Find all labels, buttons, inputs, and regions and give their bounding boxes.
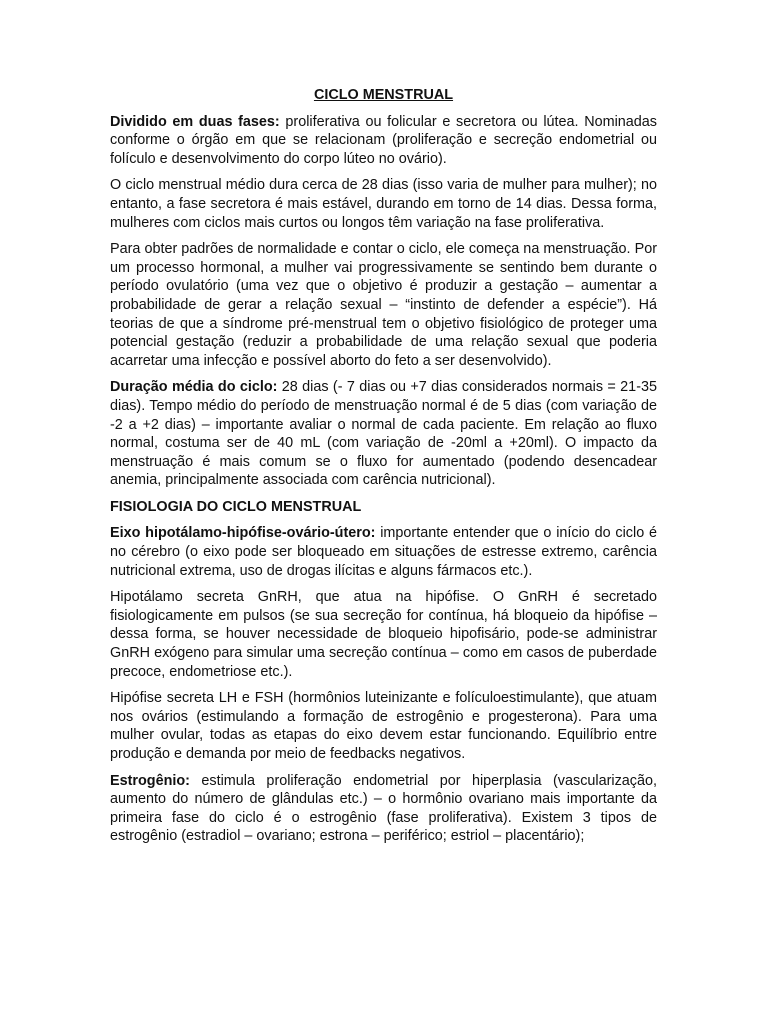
paragraph-duracao-ciclo <box>110 176 657 232</box>
paragraph-lead: Dividido em duas fases: <box>110 113 280 130</box>
document-page <box>110 86 657 854</box>
paragraph-eixo <box>110 524 657 580</box>
paragraph-text: importante entender que o início do ciclo é no cérebro (o eixo pode ser bloqueado em situações de estresse extremo, carência nutricional extrema, uso de drogas ilícitas e alguns fármacos etc.). <box>110 525 657 579</box>
document-title: CICLO MENSTRUAL <box>313 87 454 103</box>
paragraph-normalidade <box>110 240 657 370</box>
paragraph-hipofise <box>110 689 657 763</box>
paragraph-fases <box>110 113 657 169</box>
paragraph-lead: Duração média do ciclo: <box>110 379 278 396</box>
paragraph-text: O ciclo menstrual médio dura cerca de 28 dias (isso varia de mulher para mulher); no entanto, a fase secretora é mais estável, durando em torno de 14 dias. Dessa forma, mulheres com ciclos mais curtos ou longos têm variação na fase proliferativa. <box>110 177 657 231</box>
paragraph-text: estimula proliferação endometrial por hiperplasia (vascularização, aumento do número de glândulas etc.) – o hormônio ovariano mais importante da primeira fase do ciclo é o estrogênio (fase proliferativa). Existem 3 tipos de estrogênio (estradiol – ovariano; estrona – periférico; estriol – placentário); <box>110 772 657 845</box>
paragraph-text: Hipotálamo secreta GnRH, que atua na hipófise. O GnRH é secretado fisiologicamente em pulsos (se sua secreção for contínua, há bloqueio da hipófise – dessa forma, se houver necessidade de bloqueio hipofisário, pode-se administrar GnRH exógeno para simular uma secreção contínua – como em casos de puberdade precoce, endometriose etc.). <box>110 589 657 680</box>
paragraph-text: proliferativa ou folicular e secretora ou lútea. Nominadas conforme o órgão em que se relacionam (proliferação e secreção endometrial ou folículo e desenvolvimento do corpo lúteo no ovário). <box>110 113 657 167</box>
paragraph-text: Para obter padrões de normalidade e contar o ciclo, ele começa na menstruação. Por um processo hormonal, a mulher vai progressivamente se sentindo bem durante o período ovulatório (uma vez que o objetivo é produzir a gestação – aumentar a probabilidade de gerar a relação sexual – “instinto de defender a espécie”). Há teorias de que a síndrome pré-menstrual tem o objetivo fisiológico de proteger uma potencial gestação (reduzir a probabilidade de uma relação sexual que poderia acarretar uma infecção e possível aborto do feto a ser desenvolvido). <box>110 241 657 369</box>
paragraph-estrogenio <box>110 772 657 846</box>
paragraph-text: 28 dias (- 7 dias ou +7 dias considerados normais = 21-35 dias). Tempo médio do período de menstruação normal é de 5 dias (com variação de -2 a +2 dias) – importante avaliar o normal de cada paciente. Em relação ao fluxo normal, costuma ser de 40 mL (com variação de -20ml a +20ml). O impacto da menstruação é mais comum se o fluxo for aumentado (podendo desencadear anemia, principalmente associada com carência nutricional). <box>110 379 657 489</box>
paragraph-lead: Estrogênio: <box>110 772 190 789</box>
paragraph-duracao-media <box>110 378 657 490</box>
paragraph-lead: Eixo hipotálamo-hipófise-ovário-útero: <box>110 525 376 542</box>
paragraph-text: Hipófise secreta LH e FSH (hormônios luteinizante e folículoestimulante), que atuam nos ovários (estimulando a formação de estrogênio e progesterona). Para uma mulher ovular, todas as etapas do eixo devem estar funcionando. Equilíbrio entre produção e demanda por meio de feedbacks negativos. <box>110 690 657 762</box>
paragraph-hipotalamo <box>110 588 657 681</box>
section-heading: FISIOLOGIA DO CICLO MENSTRUAL <box>110 498 362 515</box>
